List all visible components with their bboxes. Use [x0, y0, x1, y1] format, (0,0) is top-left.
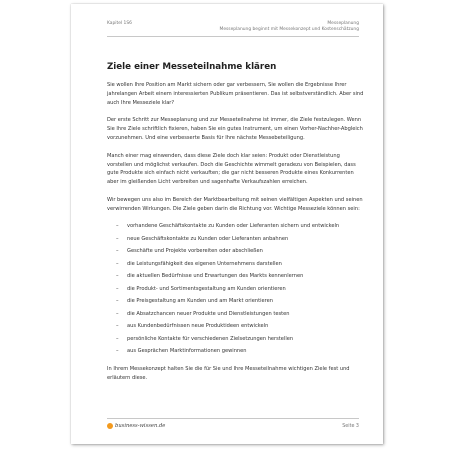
- dash-bullet: –: [116, 223, 119, 230]
- page-title: Ziele einer Messeteilnahme klären: [107, 62, 277, 72]
- list-item-text: Geschäfte und Projekte vorbereiten oder abschließen: [127, 248, 263, 255]
- header-divider: [107, 36, 359, 37]
- list-item-text: neue Geschäftskontakte zu Kunden oder Lieferanten anbahnen: [127, 235, 289, 242]
- list-item-text: die Preisgestaltung am Kunden und am Markt orientieren: [127, 298, 273, 305]
- list-item: [116, 297, 365, 306]
- brand-logo: [107, 423, 165, 429]
- dash-bullet: –: [116, 335, 119, 342]
- list-item: [116, 260, 365, 269]
- body-text: [107, 81, 365, 391]
- list-item: [116, 347, 365, 356]
- dash-bullet: –: [116, 348, 119, 355]
- closing-paragraph: In Ihrem Messekonzept halten Sie die für Sie und Ihre Messeteilnahme wichtigen Ziele fest und erläutern diese.: [107, 365, 350, 381]
- document-page: [71, 4, 383, 444]
- list-item: [116, 335, 365, 344]
- list-item-text: aus Gesprächen Marktinformationen gewinnen: [127, 348, 247, 355]
- list-item-text: die Absatzchancen neuer Produkte und Dienstleistungen testen: [127, 310, 290, 317]
- dash-bullet: –: [116, 260, 119, 267]
- paragraph: Manch einer mag einwenden, dass diese Ziele doch klar seien: Produkt oder Dienstleistung vorstellen und möglichst verkaufen. Doch die Geschichte wimmelt geradezu von Beispielen, dass gute Produkte sich einfach nicht verkauften; die gar nicht besseren Produkte eines Konkurrenten aber im gleißenden Licht verbreiten und sagenhafte Verkaufszahlen erreichen.: [107, 152, 356, 186]
- list-item: [116, 235, 365, 244]
- footer-divider: [107, 418, 359, 419]
- list-item-text: die aktuellen Bedürfnisse und Erwartungen des Markts kennenlernen: [127, 273, 304, 280]
- list-item-text: persönliche Kontakte für verschiedenen Zielsetzungen herstellen: [127, 335, 294, 342]
- section-label: Messeplanung: [327, 21, 359, 26]
- list-item: [116, 247, 365, 256]
- list-item: [116, 310, 365, 319]
- chapter-label: Kapitel 1S6: [107, 21, 132, 26]
- dash-bullet: –: [116, 235, 119, 242]
- list-item-text: aus Kundenbedürfnissen neue Produktideen entwickeln: [127, 323, 269, 330]
- page-footer: [107, 423, 359, 429]
- paragraph: Sie wollen Ihre Position am Markt sichern oder gar verbessern, Sie wollen die Ergebnisse Ihrer jahrelangen Arbeit einem interessierten Publikum präsentieren. Das ist selbstverständlich. Aber sind auch Ihre Messeziele klar?: [107, 82, 364, 106]
- logo-text: business-wissen.de: [115, 423, 166, 429]
- list-item-text: vorhandene Geschäftskontakte zu Kunden oder Lieferanten sichern und entwickeln: [127, 223, 340, 230]
- list-item-text: die Produkt- und Sortimentsgestaltung am Kunden orientieren: [127, 285, 286, 292]
- dash-bullet: –: [116, 298, 119, 305]
- dash-bullet: –: [116, 248, 119, 255]
- dash-bullet: –: [116, 323, 119, 330]
- dash-bullet: –: [116, 285, 119, 292]
- header-subtitle: Messeplanung beginnt mit Messekonzept und Kostenschätzung: [219, 27, 359, 32]
- page-header: [107, 21, 359, 32]
- list-item: [116, 322, 365, 331]
- list-item: [116, 285, 365, 294]
- list-item: [116, 222, 365, 231]
- logo-dot-icon: [107, 423, 113, 429]
- page-number: Seite 3: [342, 423, 359, 429]
- dash-bullet: –: [116, 273, 119, 280]
- paragraph: Wir bewegen uns also im Bereich der Marktbearbeitung mit seinen vielfältigen Aspekten und seinen verwirrenden Wirkungen. Die Ziele geben darin die Richtung vor. Wichtige Messeziele können sein:: [107, 196, 363, 212]
- list-item-text: die Leistungsfähigkeit des eigenen Unternehmens darstellen: [127, 260, 282, 267]
- goals-list: [107, 222, 365, 356]
- paragraph: Der erste Schritt zur Messeplanung und zur Messeteilnahme ist immer, die Ziele festzulegen. Wenn Sie Ihre Ziele schriftlich fixieren, haben Sie ein gutes Instrument, um einen Vorher-Nachher-Abgleich vorzunehmen. Und eine verbesserte Basis für Ihre nächste Messebeteiligung.: [107, 117, 363, 142]
- list-item: [116, 272, 365, 281]
- dash-bullet: –: [116, 310, 119, 317]
